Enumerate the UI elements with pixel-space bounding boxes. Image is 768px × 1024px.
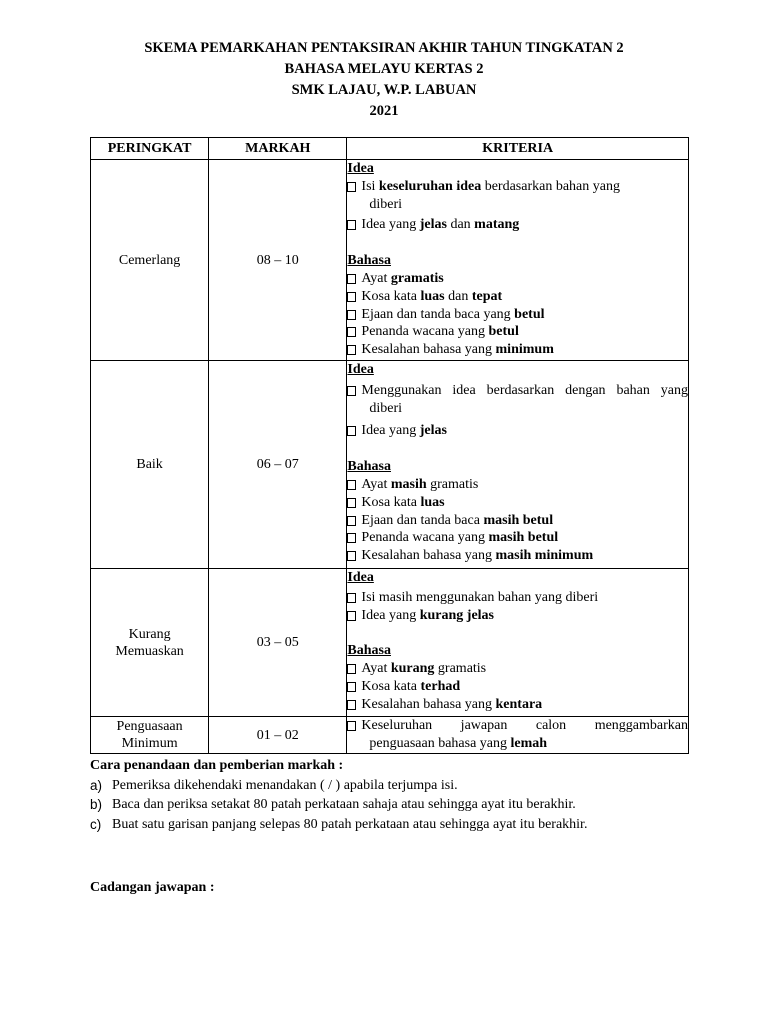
list-item: Ejaan dan tanda baca yang betul (347, 306, 688, 324)
list-item: Kosa kata luas dan tepat (347, 288, 688, 306)
header-peringkat: PERINGKAT (91, 138, 209, 160)
list-item: Isi keseluruhan idea berdasarkan bahan yang (347, 178, 688, 196)
section-idea: Idea (347, 570, 374, 585)
checkbox-glyph-icon (347, 310, 356, 320)
checkbox-glyph-icon (347, 700, 356, 710)
checkbox-glyph-icon (347, 274, 356, 284)
section-idea: Idea (347, 161, 374, 176)
list-item: Idea yang kurang jelas (347, 607, 688, 625)
checkbox-glyph-icon (347, 682, 356, 692)
list-item-continuation: penguasaan bahasa yang lemah (369, 735, 548, 751)
checkbox-glyph-icon (347, 292, 356, 302)
rubric-table (90, 137, 689, 754)
title-line-4: 2021 (369, 103, 399, 119)
list-item: Ayat gramatis (347, 270, 688, 288)
checkbox-glyph-icon (347, 593, 356, 603)
list-item: a) Pemeriksa dikehendaki menandakan ( / ) apabila terjumpa isi. (90, 777, 458, 793)
list-item: Idea yang jelas dan matang (347, 216, 688, 234)
list-item: Ejaan dan tanda baca masih betul (347, 512, 688, 530)
section-bahasa: Bahasa (347, 643, 391, 659)
list-item: Kosa kata terhad (347, 678, 688, 696)
list-item: Kesalahan bahasa yang masih minimum (347, 547, 688, 565)
list-item: Ayat masih gramatis (347, 476, 688, 494)
table-row (91, 160, 689, 361)
section-bahasa: Bahasa (347, 253, 391, 269)
peringkat-cell: Cemerlang (91, 160, 209, 361)
header-kriteria: KRITERIA (347, 138, 689, 160)
title-line-2: BAHASA MELAYU KERTAS 2 (284, 61, 484, 77)
list-item-continuation: diberi (369, 196, 403, 212)
markah-cell: 01 – 02 (209, 717, 347, 754)
document-title (0, 38, 768, 122)
kriteria-cell (347, 160, 689, 361)
kriteria-cell (347, 361, 689, 569)
checkbox-glyph-icon (347, 664, 356, 674)
markah-cell: 03 – 05 (209, 569, 347, 717)
list-item: Penanda wacana yang betul (347, 323, 688, 341)
peringkat-cell: Kurang Memuaskan (91, 569, 209, 717)
checkbox-glyph-icon (347, 480, 356, 490)
checkbox-glyph-icon (347, 386, 356, 396)
table-row (91, 361, 689, 569)
list-item: c) Buat satu garisan panjang selepas 80 patah perkataan atau sehingga ayat itu berakhir. (90, 816, 588, 832)
markah-cell: 06 – 07 (209, 361, 347, 569)
list-item: Keseluruhan jawapan calon menggambarkan (347, 717, 688, 735)
list-item: b) Baca dan periksa setakat 80 patah perkataan sahaja atau sehingga ayat itu berakhir. (90, 797, 576, 812)
checkbox-glyph-icon (347, 611, 356, 621)
list-item: Kesalahan bahasa yang kentara (347, 696, 688, 714)
list-item: Idea yang jelas (347, 422, 688, 440)
checkbox-glyph-icon (347, 426, 356, 436)
checkbox-glyph-icon (347, 327, 356, 337)
list-item: Isi masih menggunakan bahan yang diberi (347, 589, 688, 607)
table-row (91, 569, 689, 717)
checkbox-glyph-icon (347, 345, 356, 355)
list-item-continuation: diberi (369, 400, 403, 416)
peringkat-cell: Penguasaan Minimum (91, 717, 209, 754)
cadangan-jawapan-heading: Cadangan jawapan : (90, 880, 215, 895)
checkbox-glyph-icon (347, 498, 356, 508)
checkbox-glyph-icon (347, 182, 356, 192)
checkbox-glyph-icon (347, 516, 356, 526)
list-item: Kosa kata luas (347, 494, 688, 512)
checkbox-glyph-icon (347, 533, 356, 543)
table-row (91, 717, 689, 754)
kriteria-cell (347, 569, 689, 717)
checkbox-glyph-icon (347, 551, 356, 561)
section-bahasa: Bahasa (347, 459, 391, 475)
checkbox-glyph-icon (347, 220, 356, 230)
kriteria-cell (347, 717, 689, 754)
header-markah: MARKAH (209, 138, 347, 160)
list-item: Ayat kurang gramatis (347, 660, 688, 678)
peringkat-cell: Baik (91, 361, 209, 569)
marking-notes (90, 756, 690, 834)
markah-cell: 08 – 10 (209, 160, 347, 361)
title-line-1: SKEMA PEMARKAHAN PENTAKSIRAN AKHIR TAHUN TINGKATAN 2 (144, 40, 624, 56)
section-idea: Idea (347, 362, 374, 377)
title-line-3: SMK LAJAU, W.P. LABUAN (291, 82, 477, 98)
notes-heading: Cara penandaan dan pemberian markah : (90, 758, 344, 773)
list-item: Kesalahan bahasa yang minimum (347, 341, 688, 359)
list-item: Penanda wacana yang masih betul (347, 529, 688, 547)
list-item: Menggunakan idea berdasarkan dengan bahan yang (347, 382, 688, 400)
checkbox-glyph-icon (347, 721, 356, 731)
